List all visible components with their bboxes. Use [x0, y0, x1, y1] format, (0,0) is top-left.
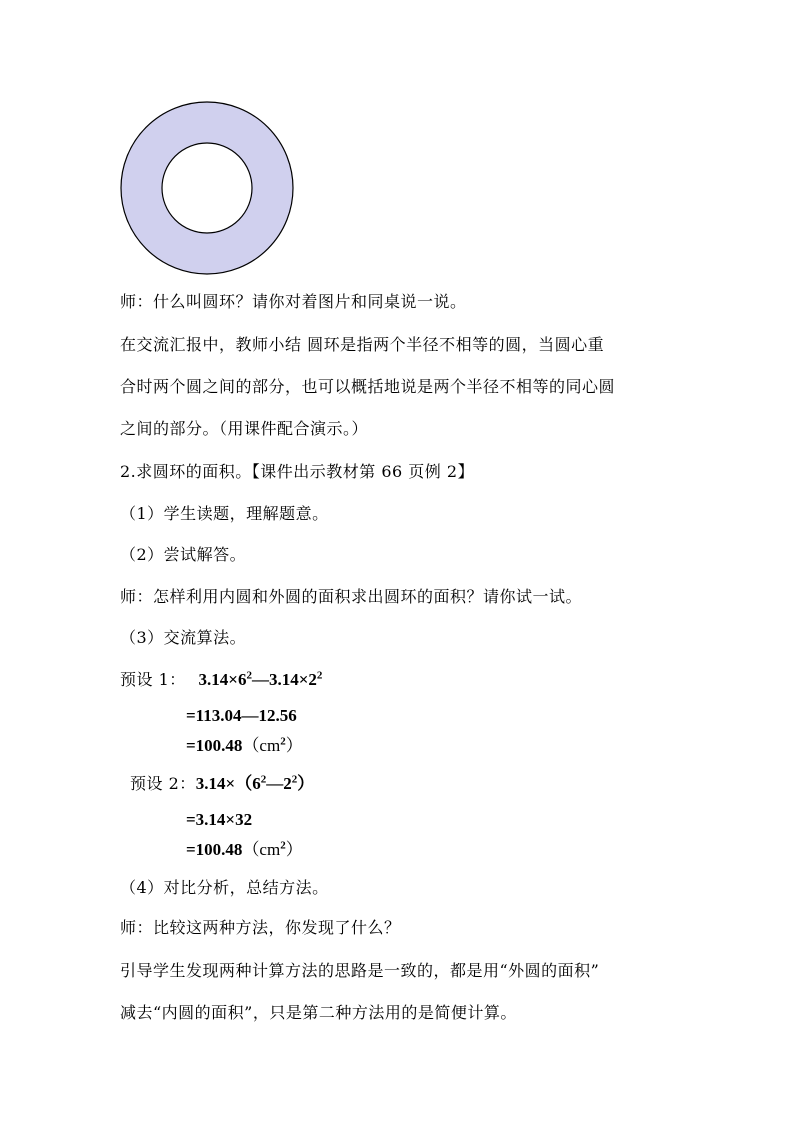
paragraph-teacher-prompt: 师：怎样利用内圆和外圆的面积求出圆环的面积？请你试一试。	[120, 587, 583, 606]
annulus-figure	[118, 100, 298, 278]
preset-1-label: 预设 1：	[120, 670, 186, 689]
paragraph-conclusion-line-1: 引导学生发现两种计算方法的思路是一致的，都是用“外圆的面积”	[120, 961, 600, 980]
preset-2-step-3: $=100.48(cm^2)$	[186, 839, 303, 859]
paragraph-conclusion-line-2: 减去“内圆的面积”，只是第二种方法用的是简便计算。	[120, 1003, 517, 1022]
paragraph-summary-line-1: 在交流汇报中，教师小结 圆环是指两个半径不相等的圆，当圆心重	[120, 335, 605, 354]
paragraph-teacher-compare: 师：比较这两种方法，你发现了什么？	[120, 918, 401, 937]
preset-2-expression: 预设 2：$3.14\times(6^2—2^2)$	[130, 773, 315, 793]
step-3: （3）交流算法。	[120, 628, 247, 647]
preset-1-expression: 预设 1： $3.14\times 6^2—3.14\times 2^2$	[120, 669, 323, 689]
paragraph-summary-line-2: 合时两个圆之间的部分，也可以概括地说是两个半径不相等的同心圆	[120, 377, 616, 396]
preset-1-step-2: =113.04—12.56	[186, 706, 297, 725]
paragraph-summary-line-3: 之间的部分。（用课件配合演示。）	[120, 419, 369, 438]
step-2: （2）尝试解答。	[120, 545, 247, 564]
preset-2-step-2: =3.14×32	[186, 810, 253, 829]
inner-circle	[162, 143, 252, 233]
step-1: （1）学生读题，理解题意。	[120, 504, 329, 523]
preset-1-step-3: $=100.48(cm^2)$	[186, 735, 303, 755]
paragraph-teacher-question: 师：什么叫圆环？请你对着图片和同桌说一说。	[120, 292, 467, 311]
section-heading-area: 2.求圆环的面积。【课件出示教材第 66 页例 2】	[120, 462, 475, 481]
step-4: （4）对比分析，总结方法。	[120, 878, 329, 897]
preset-2-label: 预设 2：	[130, 774, 196, 793]
